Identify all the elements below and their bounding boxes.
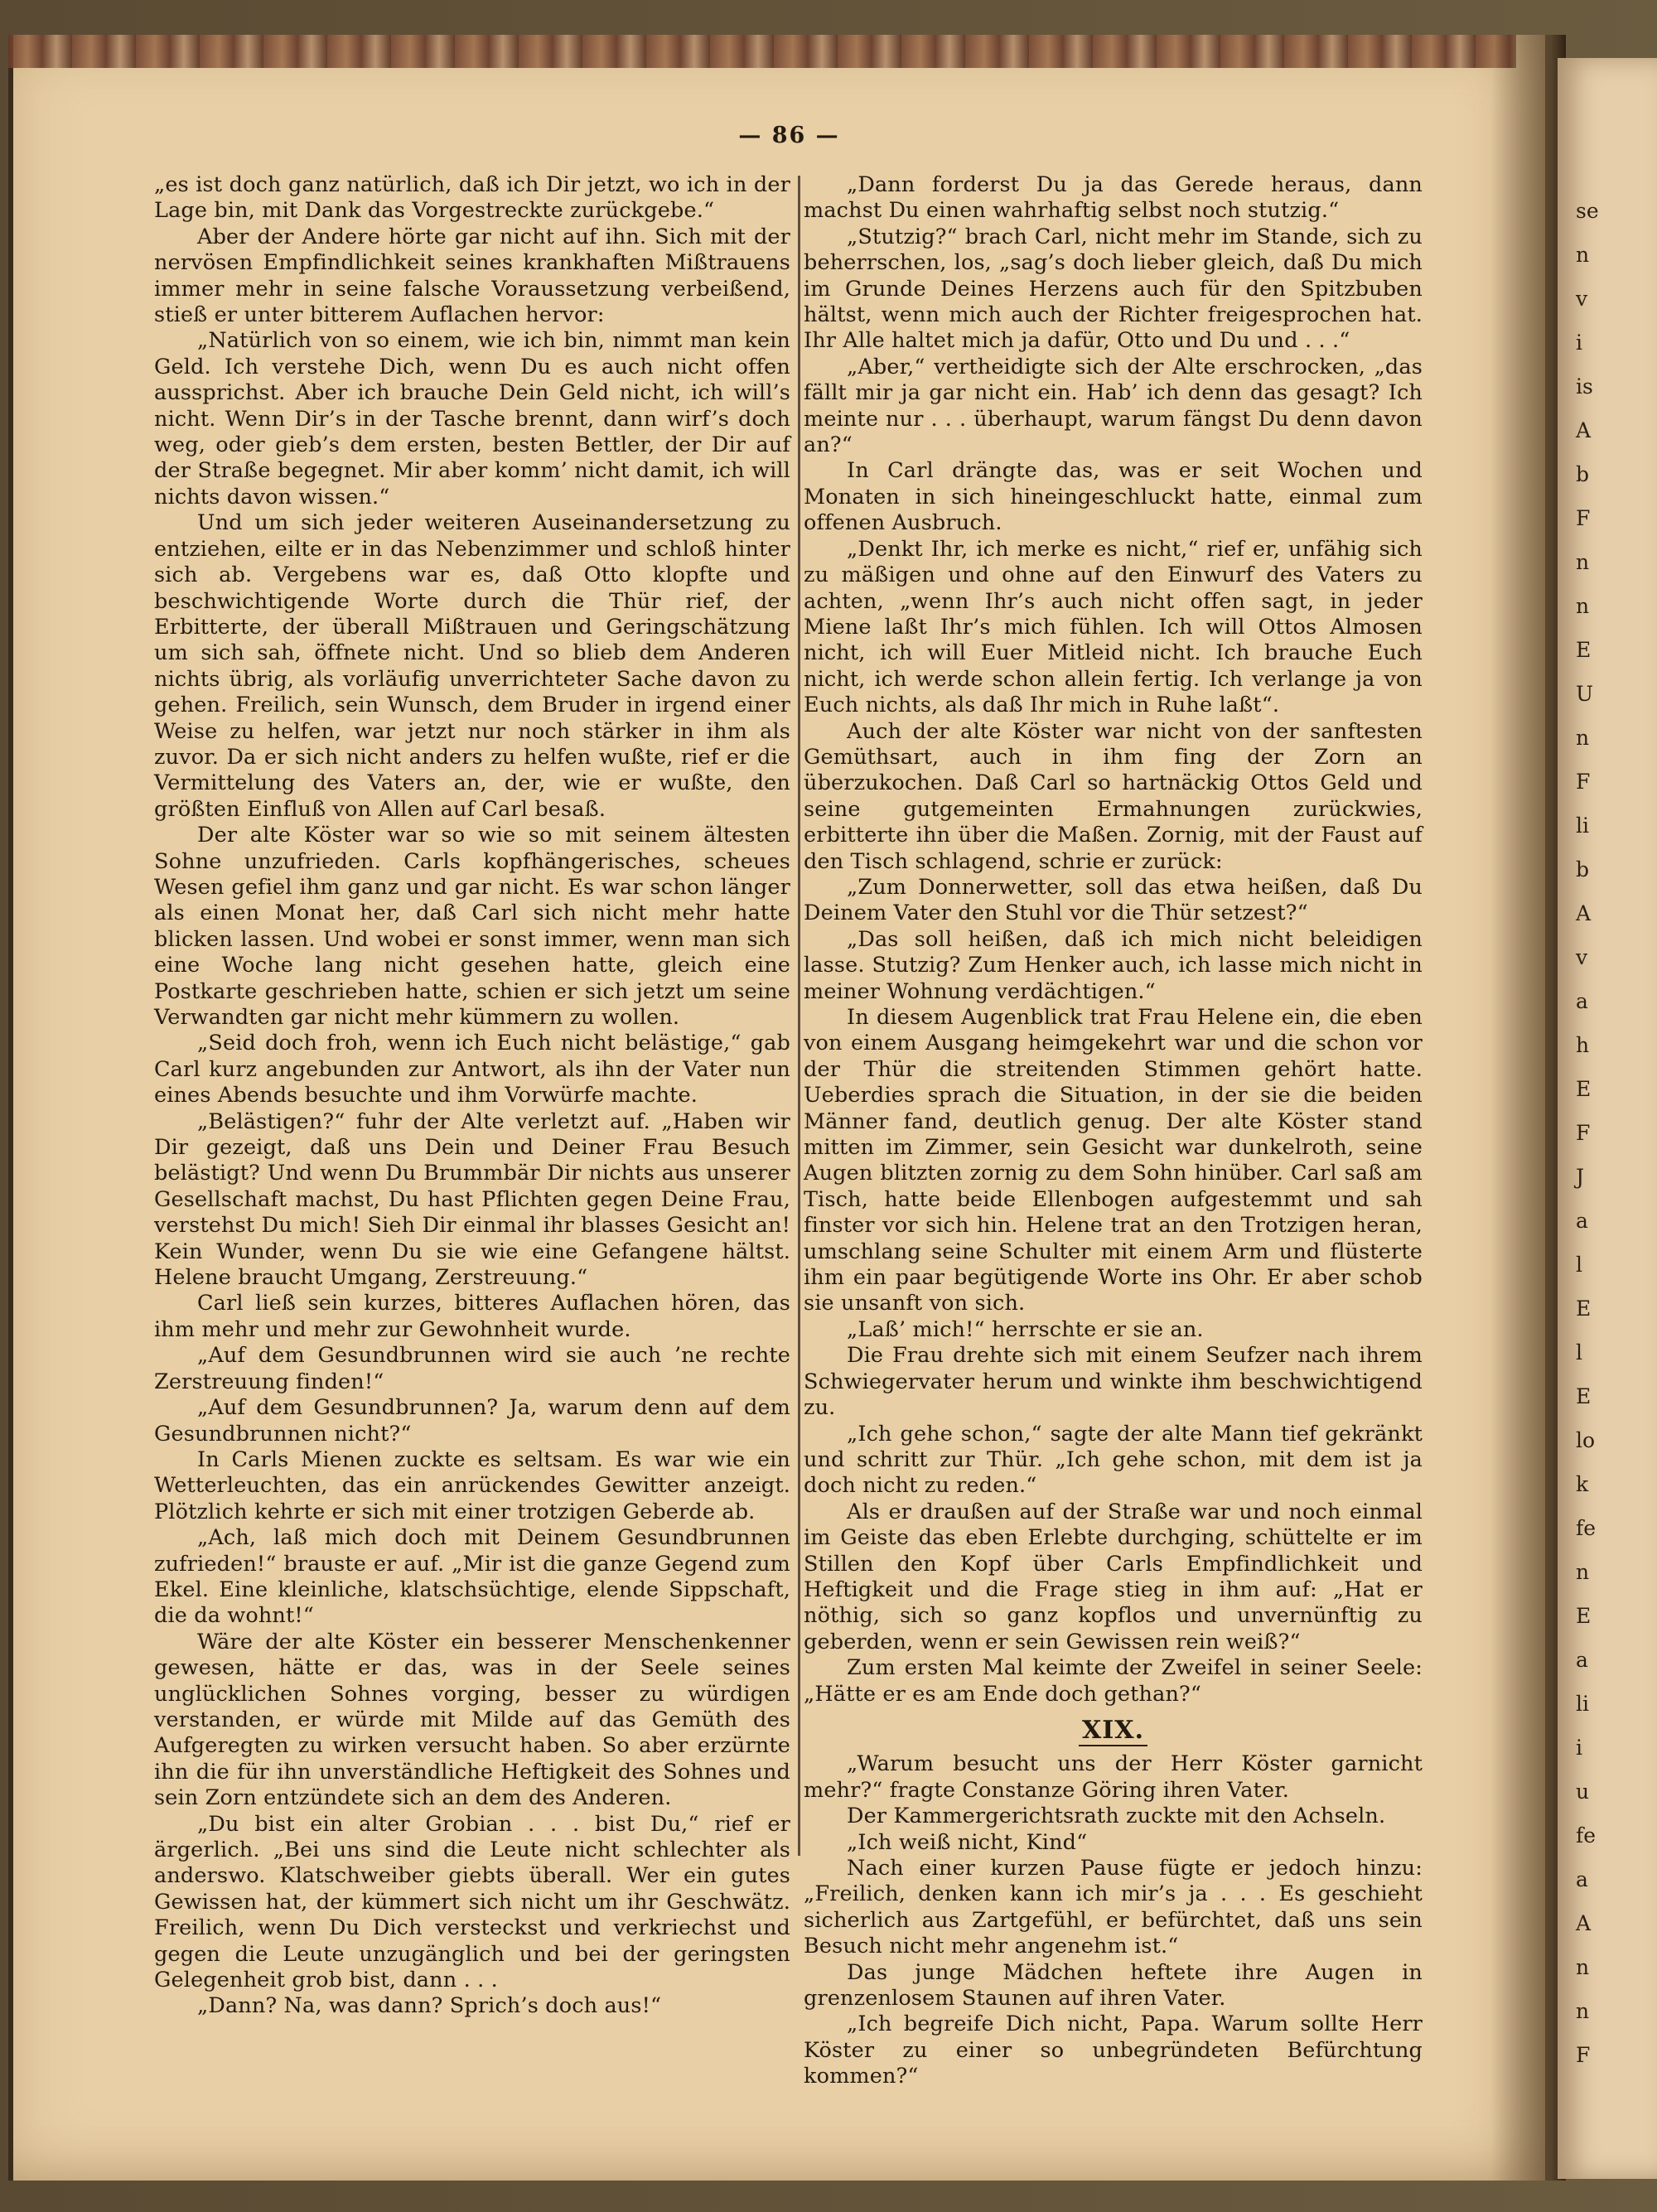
- facing-page-fragment: l: [1576, 1253, 1582, 1277]
- chapter-number: XIX.: [1079, 1716, 1147, 1746]
- paragraph: Die Frau drehte sich mit einem Seufzer nach ihrem Schwiegervater herum und winkte ihm beschwichtigend zu.: [804, 1343, 1423, 1421]
- facing-page: [1558, 58, 1657, 2179]
- paragraph: Wäre der alte Köster ein besserer Menschenkenner gewesen, hätte er das, was in der Seele seines unglücklichen Sohnes vorging, besser zu würdigen verstanden, er würde mit Milde auf das Gemüth des Aufgeregten zu wirken versucht haben. So aber erzürnte ihn die für ihn unverständliche Heftigkeit des Sohnes und sein Zorn entzündete sich an dem des Anderen.: [154, 1629, 790, 1811]
- facing-page-fragment: E: [1576, 1384, 1592, 1408]
- paragraph: „Laß’ mich!“ herrschte er sie an.: [847, 1316, 1204, 1342]
- facing-page-fragment: A: [1576, 901, 1592, 925]
- facing-page-fragment: i: [1576, 1736, 1582, 1760]
- facing-page-fragment: A: [1576, 418, 1592, 442]
- facing-page-fragment: F: [1576, 1121, 1591, 1145]
- paragraph: Nach einer kurzen Pause fügte er jedoch hinzu: „Freilich, denken kann ich mir’s ja . . . Es geschieht sicherlich aus Zartgefühl, er befürchtet, daß uns sein Besuch nicht mehr angenehm ist.“: [804, 1856, 1423, 1959]
- facing-page-fragment: n: [1576, 1955, 1590, 1979]
- column-divider: [798, 176, 800, 1856]
- facing-page-fragment: n: [1576, 726, 1590, 750]
- paragraph: „es ist doch ganz natürlich, daß ich Dir jetzt, wo ich in der Lage bin, mit Dank das Vorgestreckte zurückgebe.“: [154, 172, 790, 224]
- paragraph: „Seid doch froh, wenn ich Euch nicht belästige,“ gab Carl kurz angebunden zur Antwort, als ihn der Vater nun eines Abends besuchte und ihm Vorwürfe machte.: [154, 1031, 790, 1108]
- facing-page-fragment: v: [1576, 945, 1588, 969]
- paragraph: „Warum besucht uns der Herr Köster garnicht mehr?“ fragte Constanze Göring ihren Vater.: [804, 1751, 1423, 1803]
- paragraph: „Stutzig?“ brach Carl, nicht mehr im Stande, sich zu beherrschen, los, „sag’s doch lieber gleich, daß Du mich im Grunde Deines Herzens auch für den Spitzbuben hältst, wenn mich auch der Richter freigesprochen hat. Ihr Alle haltet mich ja dafür, Otto und Du und . . .“: [804, 224, 1423, 354]
- facing-page-fragment: n: [1576, 550, 1590, 574]
- paragraph: „Dann forderst Du ja das Gerede heraus, dann machst Du einen wahrhaftig selbst noch stutzig.“: [804, 172, 1423, 224]
- gutter-shadow: [1491, 35, 1566, 2181]
- paragraph: Zum ersten Mal keimte der Zweifel in seiner Seele: „Hätte er es am Ende doch gethan?“: [804, 1655, 1423, 1707]
- facing-page-fragment: l: [1576, 1340, 1582, 1364]
- paragraph: Als er draußen auf der Straße war und noch einmal im Geiste das eben Erlebte durchging, schüttelte er im Stillen den Kopf über Carls Empfindlichkeit und Heftigkeit und die Frage stieg in ihm auf: „Hat er nöthig, sich so ganz kopflos und unvernünftig zu geberden, wenn er sein Gewissen rein weiß?“: [804, 1499, 1423, 1654]
- facing-page-fragment: J: [1576, 1165, 1585, 1189]
- facing-page-fragment: b: [1576, 857, 1590, 881]
- paragraph: „Belästigen?“ fuhr der Alte verletzt auf. „Haben wir Dir gezeigt, daß uns Dein und Deiner Frau Besuch belästigt? Und wenn Du Brummbär Dir nichts aus unserer Gesellschaft machst, Du hast Pflichten gegen Deine Frau, verstehst Du mich! Sieh Dir einmal ihr blasses Gesicht an! Kein Wunder, wenn Du sie wie eine Gefangene hältst. Helene braucht Umgang, Zerstreuung.“: [154, 1108, 790, 1291]
- paragraph: Der Kammergerichtsrath zuckte mit den Achseln.: [847, 1804, 1386, 1829]
- paragraph: In diesem Augenblick trat Frau Helene ein, die eben von einem Ausgang heimgekehrt war und die schon vor der Thür die streitenden Stimmen gehört hatte. Ueberdies sprach die Situation, in der sie die beiden Männer fand, deutlich genug. Der alte Köster stand mitten im Zimmer, sein Gesicht war dunkelroth, seine Augen blitzten zornig zu dem Sohn hinüber. Carl saß am Tisch, hatte beide Ellenbogen aufgestemmt und sah finster vor sich hin. Helene trat an den Trotzigen heran, umschlang seine Schulter mit einem Arm und flüsterte ihm ein paar begütigende Worte ins Ohr. Er aber schob sie unsanft von sich.: [804, 1005, 1423, 1316]
- facing-page-fragment: fe: [1576, 1516, 1597, 1540]
- paragraph: In Carl drängte das, was er seit Wochen und Monaten in sich hineingeschluckt hatte, einmal zum offenen Ausbruch.: [804, 458, 1423, 536]
- paragraph: „Denkt Ihr, ich merke es nicht,“ rief er, unfähig sich zu mäßigen und ohne auf den Einwurf des Vaters zu achten, „wenn Ihr’s auch nicht offen sagt, in jeder Miene laßt Ihr’s mich fühlen. Ich will Ottos Almosen nicht, ich will Euer Mitleid nicht. Ich brauche Euch nicht, ich werde schon allein fertig. Ich verlange ja von Euch nichts, als daß Ihr mich in Ruhe laßt“.: [804, 536, 1423, 718]
- paragraph: „Aber,“ vertheidigte sich der Alte erschrocken, „das fällt mir ja gar nicht ein. Hab’ ich denn das gesagt? Ich meinte nur . . . überhaupt, warum fängst Du denn davon an?“: [804, 354, 1423, 458]
- facing-page-fragment: fe: [1576, 1823, 1597, 1847]
- left-text-column: [154, 172, 790, 2020]
- paragraph: Und um sich jeder weiteren Auseinandersetzung zu entziehen, eilte er in das Nebenzimmer und schloß hinter sich ab. Vergebens war es, daß Otto klopfte und beschwichtigende Worte durch die Thür rief, der Erbitterte, der überall Mißtrauen und Geringschätzung um sich sah, öffnete nicht. Und so blieb dem Anderen nichts übrig, als vorläufig unverrichteter Sache davon zu gehen. Freilich, sein Wunsch, dem Bruder in irgend einer Weise zu helfen, war jetzt nur noch stärker in ihm als zuvor. Da er sich nicht anders zu helfen wußte, rief er die Vermittelung des Vaters an, der, wie er wußte, den größten Einfluß von Allen auf Carl besaß.: [154, 510, 790, 822]
- facing-page-fragment: a: [1576, 1867, 1588, 1891]
- facing-page-fragment: E: [1576, 1077, 1592, 1101]
- paragraph: „Auf dem Gesundbrunnen wird sie auch ’ne rechte Zerstreuung finden!“: [154, 1343, 790, 1394]
- right-column-section-2: [804, 1751, 1423, 2089]
- paragraph: „Natürlich von so einem, wie ich bin, nimmt man kein Geld. Ich verstehe Dich, wenn Du es auch nicht offen aussprichst. Aber ich brauche Dein Geld nicht, ich will’s nicht. Wenn Dir’s in der Tasche brennt, dann wirf’s doch weg, oder gieb’s dem ersten, besten Bettler, der Dir auf der Straße begegnet. Mir aber komm’ nicht damit, ich will nichts davon wissen.“: [154, 328, 790, 510]
- facing-page-fragment: se: [1576, 199, 1599, 223]
- facing-page-fragment: F: [1576, 770, 1591, 794]
- facing-page-fragment: h: [1576, 1033, 1590, 1057]
- facing-page-fragment: lo: [1576, 1428, 1596, 1452]
- chapter-heading: [804, 1717, 1423, 1743]
- paragraph: „Du bist ein alter Grobian . . . bist Du,“ rief er ärgerlich. „Bei uns sind die Leute nicht schlechter als anderswo. Klatschweiber giebts überall. Wer ein gutes Gewissen hat, der kümmert sich nicht um ihr Geschwätz. Freilich, wenn Du Dich versteckst und verkriechst und gegen die Leute unzugänglich und bei der geringsten Gelegenheit grob bist, dann . . .: [154, 1811, 790, 1993]
- paragraph: „Auf dem Gesundbrunnen? Ja, warum denn auf dem Gesundbrunnen nicht?“: [154, 1395, 790, 1446]
- paragraph: „Ich weiß nicht, Kind“: [847, 1829, 1088, 1855]
- paragraph: „Zum Donnerwetter, soll das etwa heißen, daß Du Deinem Vater den Stuhl vor die Thür setzest?“: [804, 874, 1423, 926]
- facing-page-fragment: a: [1576, 1648, 1588, 1672]
- facing-page-fragment: n: [1576, 1999, 1590, 2023]
- binding-edge: [8, 35, 1516, 68]
- right-column-section-1: [804, 172, 1423, 1707]
- page-number: — 86 —: [738, 123, 840, 148]
- paragraph: „Ich gehe schon,“ sagte der alte Mann tief gekränkt und schritt zur Thür. „Ich gehe schon, mit dem ist ja doch nicht zu reden.“: [804, 1421, 1423, 1499]
- paragraph: „Ich begreife Dich nicht, Papa. Warum sollte Herr Köster zu einer so unbegründeten Befürchtung kommen?“: [804, 2012, 1423, 2089]
- facing-page-fragment: a: [1576, 989, 1588, 1013]
- facing-page-fragment: E: [1576, 1297, 1592, 1321]
- paragraph: Das junge Mädchen heftete ihre Augen in grenzenlosem Staunen auf ihren Vater.: [804, 1959, 1423, 2012]
- facing-page-fragment: F: [1576, 506, 1591, 530]
- paragraph: „Das soll heißen, daß ich mich nicht beleidigen lasse. Stutzig? Zum Henker auch, ich lasse mich nicht in meiner Wohnung verdächtigen.“: [804, 926, 1423, 1004]
- facing-page-fragment: E: [1576, 1604, 1592, 1628]
- paragraph: Auch der alte Köster war nicht von der sanftesten Gemüthsart, auch in ihm fing der Zorn an überzukochen. Daß Carl so hartnäckig Ottos Geld und seine gutgemeinten Ermahnungen zurückwies, erbitterte ihn über die Maßen. Zornig, mit der Faust auf den Tisch schlagend, schrie er zurück:: [804, 718, 1423, 874]
- facing-page-fragment: E: [1576, 638, 1592, 662]
- facing-page-fragment: n: [1576, 1560, 1590, 1584]
- paragraph: Der alte Köster war so wie so mit seinem ältesten Sohne unzufrieden. Carls kopfhängerisches, scheues Wesen gefiel ihm ganz und gar nicht. Es war schon länger als einen Monat her, daß Carl sich nicht mehr hatte blicken lassen. Und wobei er sonst immer, wenn man sich eine Woche lang nicht gesehen hatte, gleich eine Postkarte geschrieben hatte, schien er sich jetzt um seine Verwandten gar nicht mehr kümmern zu wollen.: [154, 823, 790, 1030]
- paragraph: „Dann? Na, was dann? Sprich’s doch aus!“: [197, 1993, 662, 2019]
- facing-page-fragment: li: [1576, 1692, 1589, 1716]
- facing-page-fragment: b: [1576, 462, 1590, 486]
- paragraph: Aber der Andere hörte gar nicht auf ihn. Sich mit der nervösen Empfindlichkeit seines krankhaften Mißtrauens immer mehr in seine falsche Voraussetzung verbeißend, stieß er unter bitterem Auflachen hervor:: [154, 224, 790, 328]
- right-text-column: [804, 172, 1423, 2090]
- facing-page-fragment: v: [1576, 287, 1588, 311]
- facing-page-fragment: li: [1576, 814, 1589, 838]
- paragraph: Carl ließ sein kurzes, bitteres Auflachen hören, das ihm mehr und mehr zur Gewohnheit wurde.: [154, 1291, 790, 1342]
- facing-page-fragment: A: [1576, 1911, 1592, 1935]
- facing-page-fragment: is: [1576, 374, 1593, 398]
- facing-page-fragment: u: [1576, 1780, 1590, 1804]
- facing-page-fragment: n: [1576, 594, 1590, 618]
- facing-page-fragment: F: [1576, 2043, 1591, 2067]
- facing-page-fragment: n: [1576, 243, 1590, 267]
- facing-page-fragment: U: [1576, 682, 1594, 706]
- paragraph: In Carls Mienen zuckte es seltsam. Es war wie ein Wetterleuchten, das ein anrückendes Gewitter anzeigt. Plötzlich kehrte er sich mit einer trotzigen Geberde ab.: [154, 1446, 790, 1524]
- facing-page-fragment: a: [1576, 1209, 1588, 1233]
- facing-page-fragment: i: [1576, 331, 1582, 355]
- paragraph: „Ach, laß mich doch mit Deinem Gesundbrunnen zufrieden!“ brauste er auf. „Mir ist die ganze Gegend zum Ekel. Eine kleinliche, klatschsüchtige, elende Sippschaft, die da wohnt!“: [154, 1525, 790, 1629]
- facing-page-fragment: k: [1576, 1472, 1589, 1496]
